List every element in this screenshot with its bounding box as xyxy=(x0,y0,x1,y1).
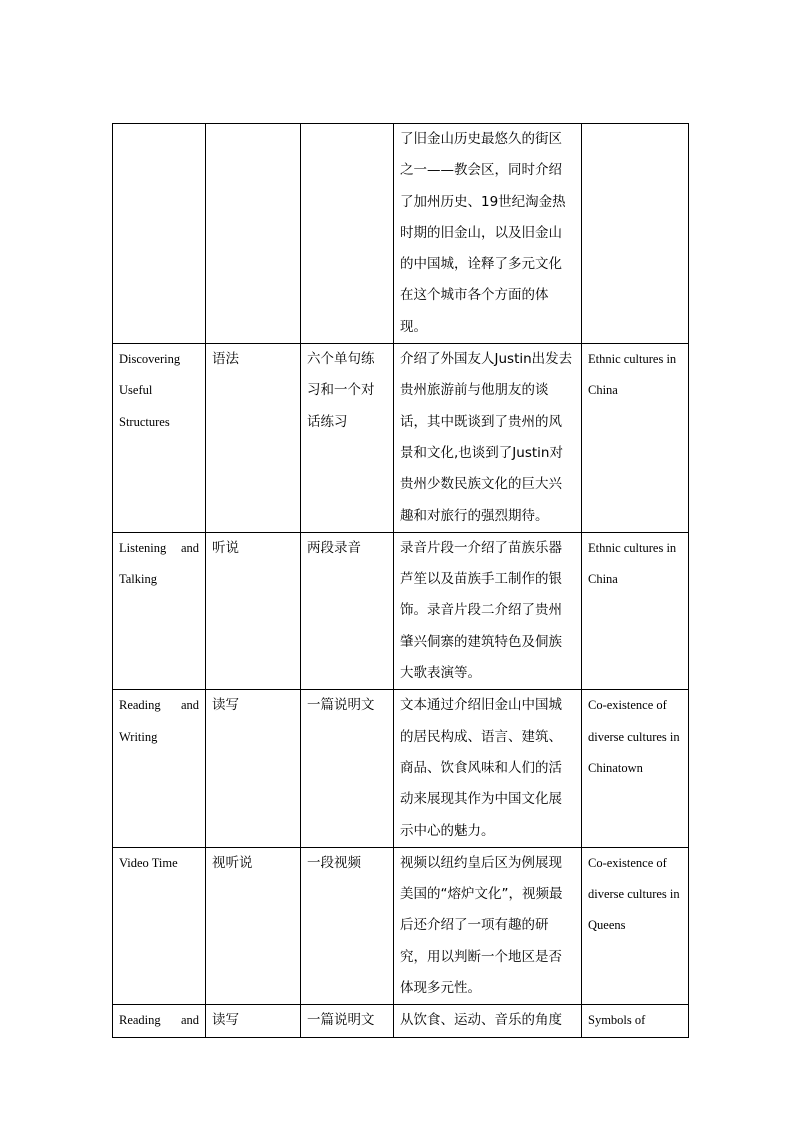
theme-cell: Co-existence of diverse cultures in Queens xyxy=(582,847,689,1004)
skill-cell: 语法 xyxy=(206,344,301,533)
material-cell: 六个单句练习和一个对话练习 xyxy=(301,344,394,533)
theme-cell: Ethnic cultures in China xyxy=(582,344,689,533)
section-cell: Listening and Talking xyxy=(113,532,206,689)
theme-cell: Co-existence of diverse cultures in Chinatown xyxy=(582,690,689,847)
material-cell: 一段视频 xyxy=(301,847,394,1004)
content-cell: 从饮食、运动、音乐的角度 xyxy=(394,1005,582,1037)
table-row xyxy=(113,1005,689,1037)
content-cell: 了旧金山历史最悠久的街区之一——教会区，同时介绍了加州历史、19世纪淘金热时期的旧金山，以及旧金山的中国城，诠释了多元文化在这个城市各个方面的体现。 xyxy=(394,124,582,344)
content-cell: 录音片段一介绍了苗族乐器芦笙以及苗族手工制作的银饰。录音片段二介绍了贵州肇兴侗寨的建筑特色及侗族大歌表演等。 xyxy=(394,532,582,689)
table-row xyxy=(113,344,689,533)
section-cell xyxy=(113,124,206,344)
skill-cell: 读写 xyxy=(206,1005,301,1037)
theme-cell xyxy=(582,124,689,344)
section-cell: Reading and Writing xyxy=(113,690,206,847)
material-cell: 一篇说明文 xyxy=(301,1005,394,1037)
content-cell: 视频以纽约皇后区为例展现美国的“熔炉文化”，视频最后还介绍了一项有趣的研究，用以判断一个地区是否体现多元性。 xyxy=(394,847,582,1004)
skill-cell xyxy=(206,124,301,344)
content-cell: 文本通过介绍旧金山中国城的居民构成、语言、建筑、商品、饮食风味和人们的活动来展现其作为中国文化展示中心的魅力。 xyxy=(394,690,582,847)
table-row xyxy=(113,690,689,847)
material-cell: 两段录音 xyxy=(301,532,394,689)
content-cell: 介绍了外国友人Justin出发去贵州旅游前与他朋友的谈话，其中既谈到了贵州的风景和文化,也谈到了Justin对贵州少数民族文化的巨大兴趣和对旅行的强烈期待。 xyxy=(394,344,582,533)
theme-cell: Ethnic cultures in China xyxy=(582,532,689,689)
skill-cell: 视听说 xyxy=(206,847,301,1004)
material-cell xyxy=(301,124,394,344)
section-cell: Reading and xyxy=(113,1005,206,1037)
table-row xyxy=(113,124,689,344)
theme-cell: Symbols of xyxy=(582,1005,689,1037)
table-row xyxy=(113,847,689,1004)
table-row xyxy=(113,532,689,689)
skill-cell: 读写 xyxy=(206,690,301,847)
skill-cell: 听说 xyxy=(206,532,301,689)
section-cell: Discovering Useful Structures xyxy=(113,344,206,533)
unit-content-table xyxy=(112,123,689,1038)
material-cell: 一篇说明文 xyxy=(301,690,394,847)
section-cell: Video Time xyxy=(113,847,206,1004)
